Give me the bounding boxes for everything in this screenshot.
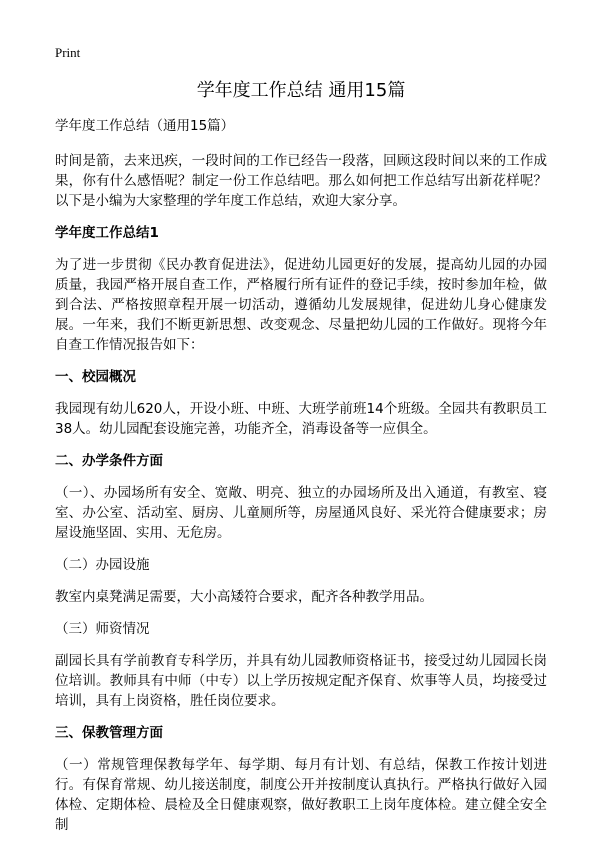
care-routine-paragraph: （一）常规管理保教每学年、每学期、每月有计划、有总结，保教工作按计划进行。有保育常规、幼儿接送制度，制度公开并按制度认真执行。严格执行做好入园体检、定期体检、晨检及全日健康观察，做好教职工上岗年度体检。建立健全安全制 xyxy=(55,757,547,833)
section-heading-summary-1: 学年度工作总结1 xyxy=(55,225,159,241)
conditions-teachers-paragraph: 副园长具有学前教育专科学历，并具有幼儿园教师资格证书，接受过幼儿园园长岗位培训。教师具有中师（中专）以上学历按规定配齐保育、炊事等人员，均接受过培训，具有上岗资格，胜任岗位要求。 xyxy=(55,653,547,709)
conditions-facilities-paragraph: 教室内桌凳满足需要，大小高矮符合要求，配齐各种教学用品。 xyxy=(55,589,433,605)
section-heading-care: 三、保教管理方面 xyxy=(55,725,163,741)
summary-1-paragraph: 为了进一步贯彻《民办教育促进法》，促进幼儿园更好的发展，提高幼儿园的办园质量，我园严格开展自查工作，严格履行所有证件的登记手续，按时参加年检，做到合法、严格按照章程开展一切活动，遵循幼儿发展规律，促进幼儿身心健康发展。一年来，我们不断更新思想、改变观念、尽量把幼儿园的工作做好。现将今年自查工作情况报告如下： xyxy=(55,257,547,353)
conditions-teachers-title: （三）师资情况 xyxy=(55,621,150,637)
page-title: 学年度工作总结 通用15篇 xyxy=(196,80,406,101)
section-heading-campus: 一、校园概况 xyxy=(55,369,136,385)
intro-paragraph: 时间是箭，去来迅疾，一段时间的工作已经告一段落，回顾这段时间以来的工作成果，你有什么感悟呢？制定一份工作总结吧。那么如何把工作总结写出新花样呢？以下是小编为大家整理的学年度工作总结，欢迎大家分享。 xyxy=(55,153,547,209)
conditions-facilities-title: （二）办园设施 xyxy=(55,557,150,573)
document-subtitle: 学年度工作总结（通用15篇） xyxy=(55,118,235,134)
print-label: Print xyxy=(55,45,81,60)
section-heading-conditions: 二、办学条件方面 xyxy=(55,453,163,469)
campus-paragraph: 我园现有幼儿620人，开设小班、中班、大班学前班14个班级。全园共有教职员工38人。幼儿园配套设施完善，功能齐全，消毒设备等一应俱全。 xyxy=(55,401,547,437)
document-body xyxy=(55,78,547,847)
conditions-venue-paragraph: （一）、办园场所有安全、宽敞、明亮、独立的办园场所及出入通道，有教室、寝室、办公室、活动室、厨房、儿童厕所等，房屋通风良好、采光符合健康要求；房屋设施坚固、实用、无危房。 xyxy=(55,485,547,541)
